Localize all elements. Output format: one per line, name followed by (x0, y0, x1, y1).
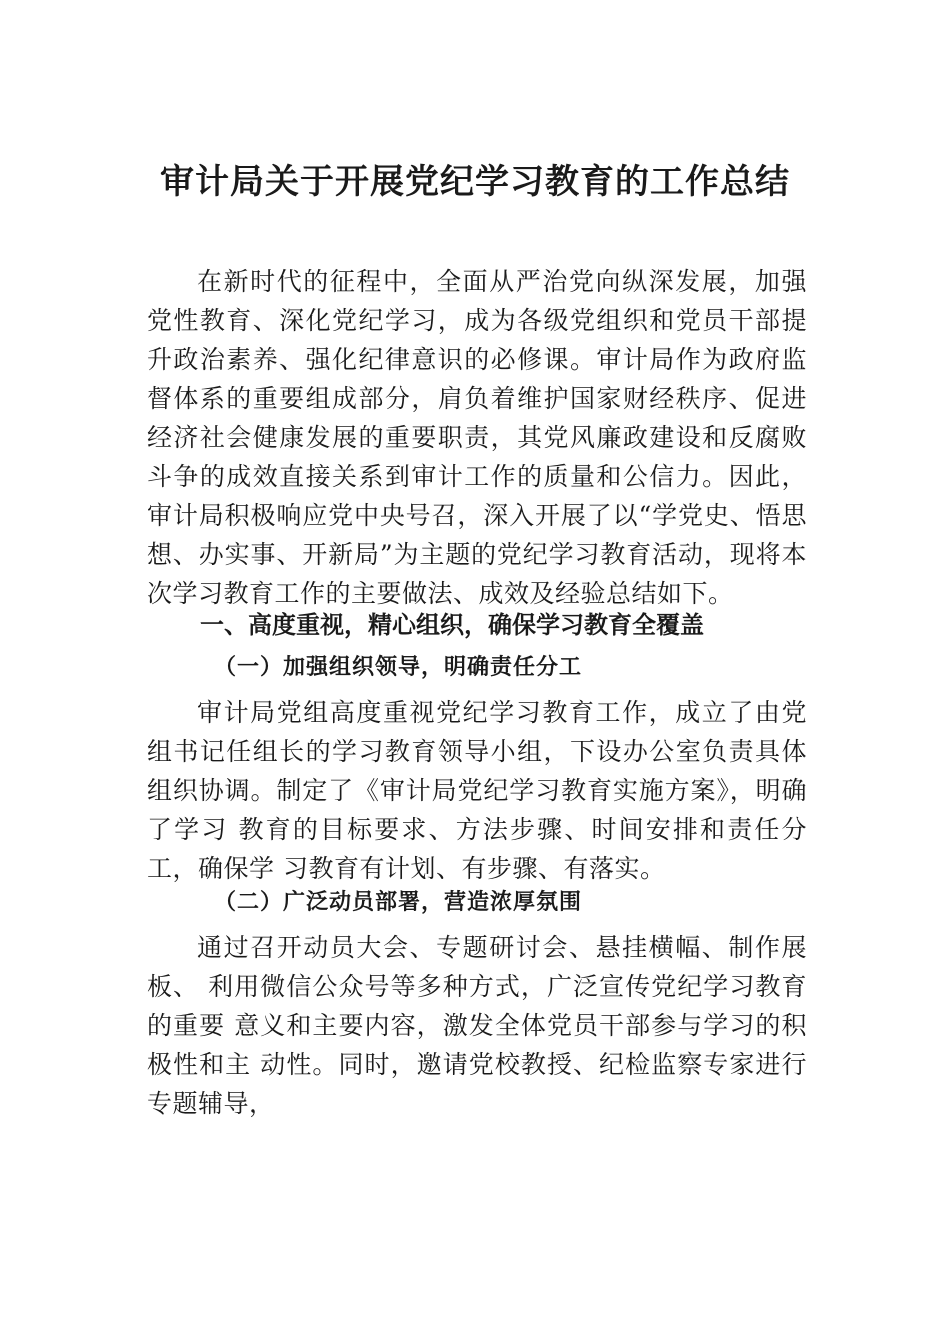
intro-paragraph: 在新时代的征程中，全面从严治党向纵深发展，加强党性教育、深化党纪学习，成为各级党组织和党员干部提升政治素养、强化纪律意识的必修课。审计局作为政府监督体系的重要组成部分，肩负着维护国家财经秩序、促进经济社会健康发展的重要职责，其党风廉政建设和反腐败斗争的成效直接关系到审计工作的质量和公信力。因此，审计局积极响应党中央号召，深入开展了以“学党史、悟思想、办实事、开新局”为主题的党纪学习教育活动，现将本次学习教育工作的主要做法、成效及经验总结如下。 (147, 267, 807, 608)
subsection-paragraph-1: 审计局党组高度重视党纪学习教育工作，成立了由党组书记任组长的学习教育领导小组，下设办公室负责具体组织协调。制定了《审计局党纪学习教育实施方案》，明确了学习 教育的目标要求、方法步骤、时间安排和责任分工，确保学 习教育有计划、有步骤、有落实。 (147, 698, 807, 883)
subsection-paragraph-2: 通过召开动员大会、专题研讨会、悬挂横幅、制作展板、 利用微信公众号等多种方式，广泛宣传党纪学习教育的重要 意义和主要内容，激发全体党员干部参与学习的积极性和主 动性。同时，邀请党校教授、纪检监察专家进行专题辅导， (147, 933, 807, 1118)
document-title: 审计局关于开展党纪学习教育的工作总结 (160, 162, 790, 202)
subsection-heading-1: （一）加强组织领导，明确责任分工 (214, 654, 583, 680)
section-heading-1: 一、高度重视，精心组织，确保学习教育全覆盖 (200, 611, 704, 639)
subsection-heading-2: （二）广泛动员部署，营造浓厚氛围 (214, 889, 583, 915)
